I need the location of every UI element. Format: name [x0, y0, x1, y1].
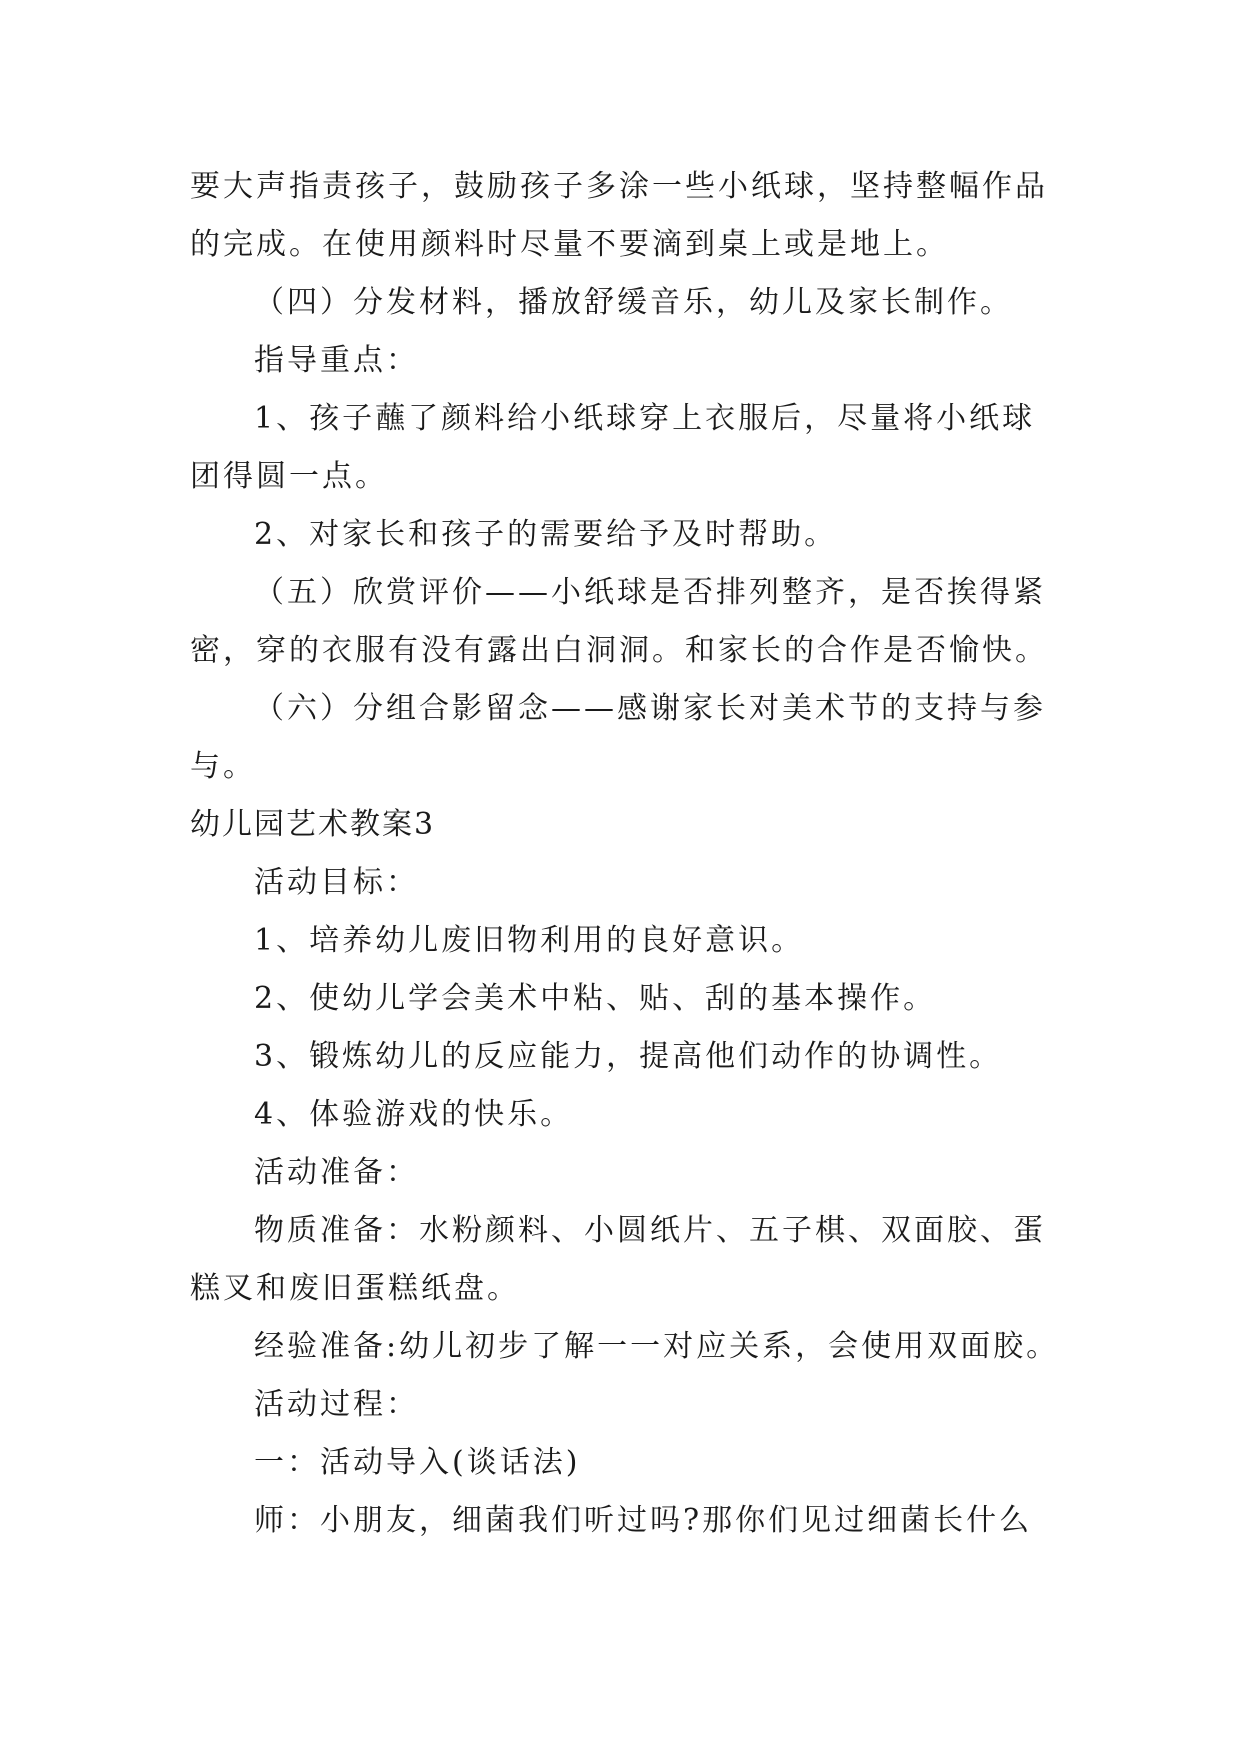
text-line: 的完成。在使用颜料时尽量不要滴到桌上或是地上。	[190, 227, 949, 262]
text-line: 2、使幼儿学会美术中粘、贴、刮的基本操作。	[254, 981, 937, 1016]
text-line: 经验准备:幼儿初步了解一一对应关系，会使用双面胶。	[254, 1329, 1060, 1364]
text-line: 物质准备：水粉颜料、小圆纸片、五子棋、双面胶、蛋	[254, 1213, 1046, 1248]
text-line: 团得圆一点。	[190, 459, 388, 494]
document-page	[190, 158, 1070, 1550]
text-line: 4、体验游戏的快乐。	[254, 1097, 574, 1132]
text-line: 要大声指责孩子，鼓励孩子多涂一些小纸球，坚持整幅作品	[190, 169, 1048, 204]
text-line: 活动准备：	[254, 1155, 419, 1190]
text-line: 活动目标：	[254, 865, 419, 900]
text-line: （六）分组合影留念——感谢家长对美术节的支持与参	[254, 691, 1046, 726]
text-line: 一：活动导入(谈话法)	[254, 1445, 581, 1480]
text-line: 活动过程：	[254, 1387, 419, 1422]
text-line: 与。	[190, 749, 256, 784]
text-line: 糕叉和废旧蛋糕纸盘。	[190, 1271, 520, 1306]
text-line: 密，穿的衣服有没有露出白洞洞。和家长的合作是否愉快。	[190, 633, 1048, 668]
section-heading: 幼儿园艺术教案3	[190, 807, 436, 842]
text-line: （五）欣赏评价——小纸球是否排列整齐，是否挨得紧	[254, 575, 1046, 610]
text-line: 1、培养幼儿废旧物利用的良好意识。	[254, 923, 805, 958]
text-line: 指导重点：	[254, 343, 419, 378]
text-line: 3、锻炼幼儿的反应能力，提高他们动作的协调性。	[254, 1039, 1003, 1074]
text-line: （四）分发材料，播放舒缓音乐，幼儿及家长制作。	[254, 285, 1013, 320]
text-line: 1、孩子蘸了颜料给小纸球穿上衣服后，尽量将小纸球	[254, 401, 1036, 436]
text-line: 2、对家长和孩子的需要给予及时帮助。	[254, 517, 838, 552]
text-line: 师：小朋友，细菌我们听过吗?那你们见过细菌长什么	[254, 1503, 1033, 1538]
